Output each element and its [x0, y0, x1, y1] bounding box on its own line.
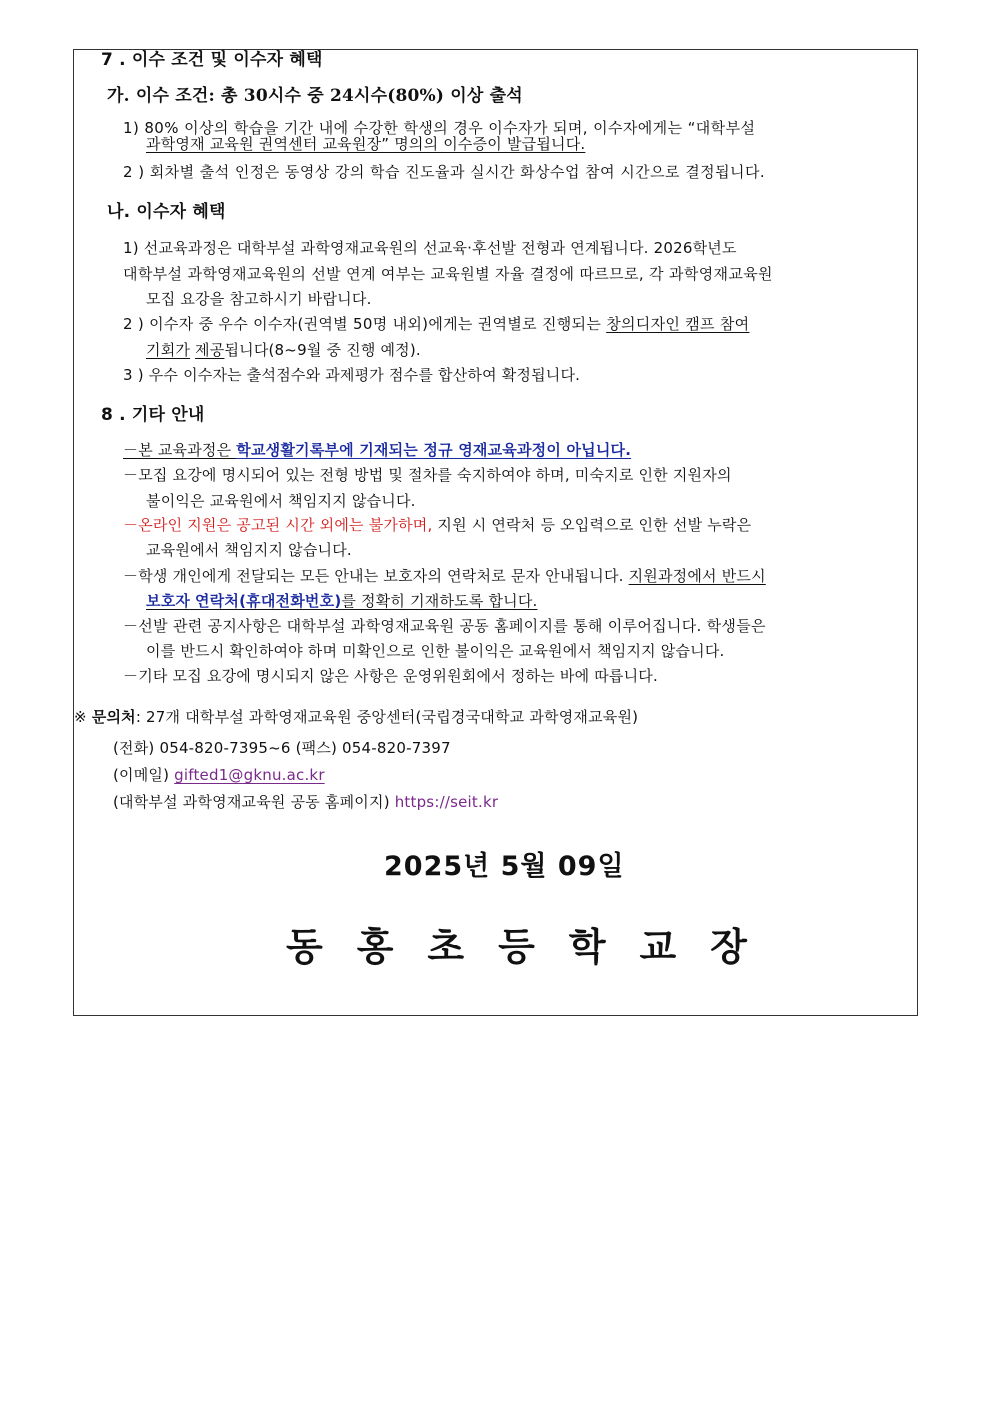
provide-text: 제공: [195, 341, 225, 359]
reference-mark-icon: ※: [74, 708, 92, 726]
section-7-title: 7 . 이수 조건 및 이수자 혜택: [101, 50, 323, 70]
contact-phone-fax: (전화) 054-820-7395~6 (팩스) 054-820-7397: [113, 739, 451, 757]
benefit-item-2-line-1: [123, 314, 749, 334]
benefit-item-1-line-2: 대학부설 과학영재교육원의 선발 연계 여부는 교육원별 자율 결정에 따르므로, 각 과학영재교육원: [123, 265, 773, 283]
etc-item-3-line-2: 교육원에서 책임지지 않습니다.: [146, 541, 352, 559]
email-link[interactable]: gifted1@gknu.ac.kr: [174, 766, 325, 784]
contact-email-line: [113, 765, 325, 785]
completion-condition-heading: 가. 이수 조건: 총 30시수 중 24시수(80%) 이상 출석: [107, 86, 523, 106]
etc-item-3-text: 지원 시 연락처 등 오입력으로 인한 선발 누락은: [432, 516, 752, 534]
etc-item-4-line-2: [146, 591, 538, 611]
benefit-item-2-text: 2 ) 이수자 중 우수 이수자(권역별 50명 내외)에게는 권역별로 진행되는: [123, 315, 607, 333]
contact-label: 문의처: [91, 708, 136, 726]
contact-center: : 27개 대학부설 과학영재교육원 중앙센터(국립경국대학교 과학영재교육원): [135, 708, 639, 726]
etc-item-3-line-1: [123, 515, 751, 535]
benefit-item-2-line-2: [146, 340, 421, 360]
email-label: (이메일): [113, 766, 175, 784]
benefit-item-3: 3 ) 우수 이수자는 출석점수와 과제평가 점수를 합산하여 확정됩니다.: [123, 366, 581, 384]
creative-camp-text: 창의디자인 캠프 참여: [606, 315, 750, 333]
contact-line: [74, 707, 638, 727]
benefit-heading: 나. 이수자 혜택: [107, 202, 226, 222]
etc-item-2-line-1: －모집 요강에 명시되어 있는 전형 방법 및 절차를 숙지하여야 하며, 미숙지로 인한 지원자의: [123, 466, 732, 484]
document-date: 2025년 5월 09일: [384, 851, 625, 882]
etc-item-4-line-1: [123, 566, 766, 586]
fill-accurately-text: 를 정확히 기재하도록 합니다.: [341, 592, 538, 610]
website-link[interactable]: https://seit.kr: [394, 793, 499, 811]
etc-item-1: [123, 440, 631, 460]
online-deadline-notice: －온라인 지원은 공고된 시간 외에는 불가하며,: [123, 516, 433, 534]
etc-item-4-text: －학생 개인에게 전달되는 모든 안내는 보호자의 연락처로 문자 안내됩니다.: [123, 567, 629, 585]
not-regular-course-notice: 학교생활기록부에 기재되는 정규 영재교육과정이 아닙니다.: [236, 441, 632, 459]
benefit-item-1-line-3: 모집 요강을 참고하시기 바랍니다.: [146, 290, 372, 308]
contact-web-line: [113, 792, 498, 812]
web-label: (대학부설 과학영재교육원 공동 홈페이지): [113, 793, 395, 811]
guardian-phone-text: 연락처(휴대전화번호): [195, 592, 342, 610]
section-8-title: 8 . 기타 안내: [101, 405, 205, 425]
completion-item-1-line-1: 1) 80% 이상의 학습을 기간 내에 수강한 학생의 경우 이수자가 되며, 이수자에게는 “대학부설: [123, 119, 756, 137]
benefit-item-2-schedule: 됩니다(8~9월 중 진행 예정).: [224, 341, 421, 359]
signature-principal: 동홍초등학교장: [286, 924, 781, 969]
benefit-item-1-line-1: 1) 선교육과정은 대학부설 과학영재교육원의 선교육·후선발 전형과 연계됩니다. 2026학년도: [123, 239, 737, 257]
opportunity-text: 기회가: [146, 341, 191, 359]
etc-item-5-line-1: －선발 관련 공지사항은 대학부설 과학영재교육원 공동 홈페이지를 통해 이루어집니다. 학생들은: [123, 617, 766, 635]
etc-item-5-line-2: 이를 반드시 확인하여야 하며 미확인으로 인한 불이익은 교육원에서 책임지지 않습니다.: [146, 642, 725, 660]
completion-item-1-line-2: 과학영재 교육원 권역센터 교육원장” 명의의 이수증이 발급됩니다.: [146, 135, 586, 153]
etc-item-6: －기타 모집 요강에 명시되지 않은 사항은 운영위원회에서 정하는 바에 따릅니다.: [123, 667, 658, 685]
guardian-text: 보호자: [146, 592, 191, 610]
etc-item-2-line-2: 불이익은 교육원에서 책임지지 않습니다.: [146, 492, 416, 510]
completion-item-2: 2 ) 회차별 출석 인정은 동영상 강의 학습 진도율과 실시간 화상수업 참여 시간으로 결정됩니다.: [123, 163, 766, 181]
must-in-application-text: 지원과정에서 반드시: [628, 567, 766, 585]
etc-item-1-text: －본 교육과정은: [123, 441, 237, 459]
